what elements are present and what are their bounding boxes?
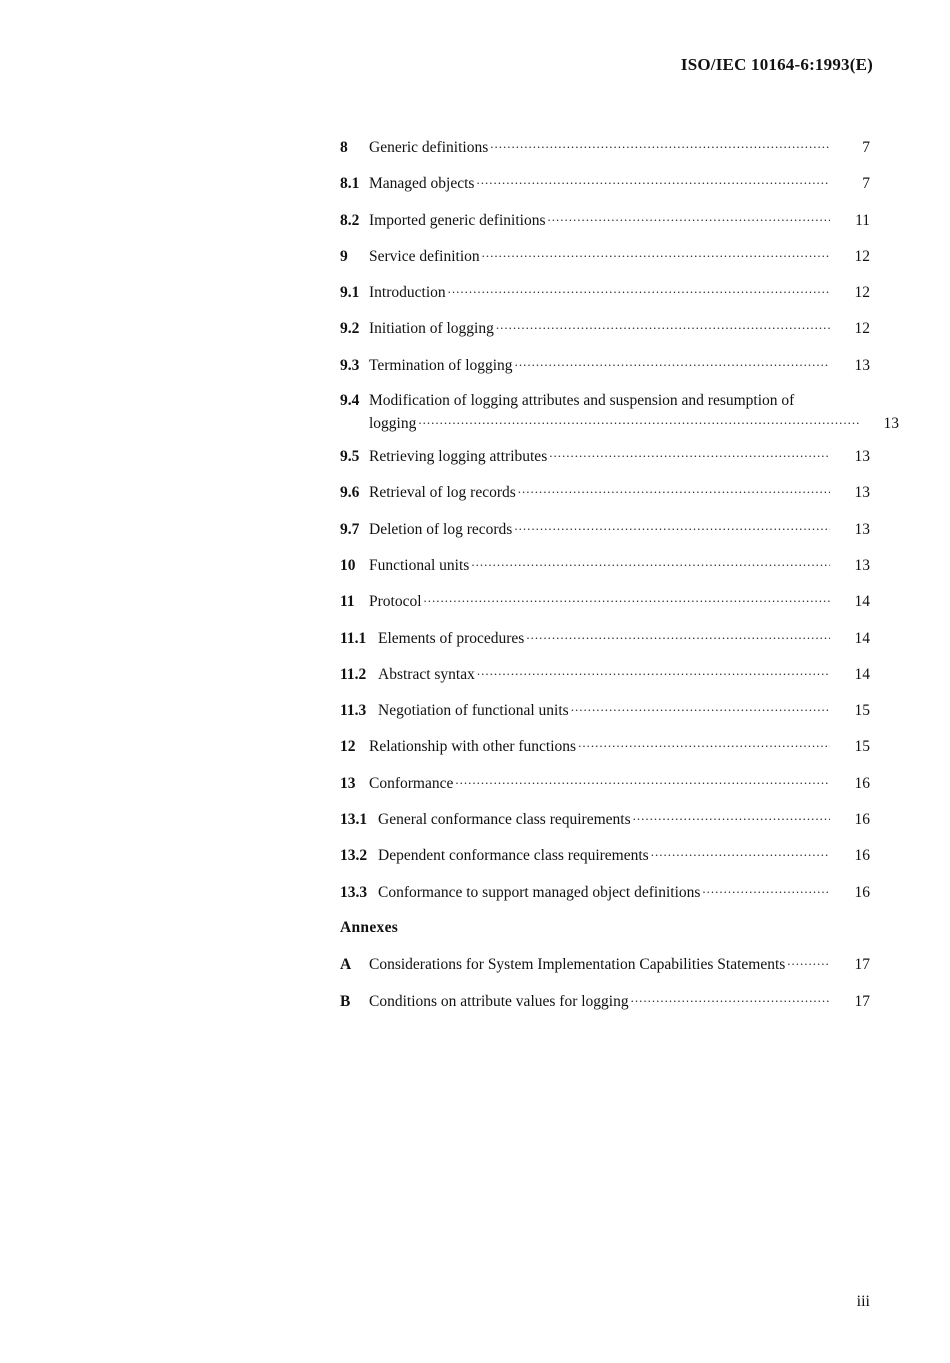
toc-entry-title: General conformance class requirements: [378, 811, 631, 829]
leader-dots: [526, 627, 830, 643]
leader-dots: [482, 245, 830, 261]
leader-dots: [448, 281, 830, 297]
toc-annex-a[interactable]: [340, 953, 870, 989]
leader-dots: [471, 554, 830, 570]
toc-entry-number: 9: [340, 247, 348, 265]
toc-entry-number: 13: [340, 774, 356, 792]
toc-entry-11-3[interactable]: [340, 699, 870, 735]
toc-entry-number: 8: [340, 139, 348, 156]
toc-annex-page: 17: [854, 956, 870, 974]
toc-entry-8-1[interactable]: [340, 172, 870, 208]
toc-entry-title: Generic definitions: [369, 139, 489, 156]
leader-dots: [455, 772, 830, 788]
toc-entry-number: 11.2: [340, 665, 367, 683]
toc-entry-10[interactable]: [340, 554, 870, 590]
toc-entry-number: 11: [340, 593, 355, 611]
toc-entry-number: 13.3: [340, 883, 368, 901]
toc-annex-b[interactable]: [340, 990, 870, 1026]
toc-entry-number: 9.1: [340, 284, 360, 302]
toc-entry-11-1[interactable]: [340, 627, 870, 663]
toc-annex-letter: B: [340, 992, 351, 1010]
toc-entry-page: 14: [854, 629, 870, 647]
toc-entry-number: 9.4: [340, 392, 360, 410]
toc-entry-title: Managed objects: [369, 175, 475, 193]
toc-entry-title: Introduction: [369, 284, 446, 302]
leader-dots: [518, 481, 830, 497]
leader-dots: [476, 172, 830, 188]
leader-dots: [578, 735, 830, 751]
toc-entry-page: 13: [854, 556, 870, 574]
toc-entry-title: Conformance to support managed object definitions: [378, 883, 701, 901]
toc-entry-number: 13.2: [340, 847, 368, 865]
toc-entry-9-1[interactable]: [340, 281, 870, 317]
toc-entry-page: 15: [854, 702, 870, 720]
toc-entry-title: Imported generic definitions: [369, 211, 546, 229]
toc-entry-title: Negotiation of functional units: [378, 702, 569, 720]
toc-entry-8[interactable]: [340, 136, 870, 172]
leader-dots: [549, 445, 830, 461]
toc-entry-title: Conformance: [369, 774, 454, 792]
toc-entry-page: 12: [854, 284, 870, 302]
annexes-heading: Annexes: [340, 918, 399, 936]
toc-entry-title: Relationship with other functions: [369, 738, 577, 756]
toc-entry-title: Initiation of logging: [369, 320, 494, 338]
leader-dots: [787, 953, 830, 969]
leader-dots: [418, 412, 859, 428]
leader-dots: [424, 590, 830, 606]
toc-entry-13-3[interactable]: [340, 881, 870, 917]
toc-entry-page: 7: [862, 175, 870, 193]
toc-entry-title: Elements of procedures: [378, 629, 525, 647]
leader-dots: [514, 518, 830, 534]
toc-entry-number: 9.6: [340, 484, 360, 502]
toc-entry-number: 8.2: [340, 211, 360, 229]
toc-entry-title: Service definition: [369, 247, 480, 265]
leader-dots: [633, 808, 830, 824]
toc-entry-page: 14: [854, 593, 870, 611]
toc-annex-letter: A: [340, 956, 352, 974]
toc-entry-title: Retrieval of log records: [369, 484, 516, 502]
toc-entry-number: 10: [340, 556, 356, 574]
toc-entry-number: 12: [340, 738, 356, 756]
leader-dots: [702, 881, 830, 897]
toc-entry-11[interactable]: [340, 590, 870, 626]
toc-entry-number: 13.1: [340, 811, 368, 829]
leader-dots: [631, 990, 830, 1006]
toc-annex-title: Conditions on attribute values for logging: [369, 992, 629, 1010]
toc-entry-page: 12: [854, 247, 870, 265]
toc-entry-title: Abstract syntax: [378, 665, 475, 683]
document-identifier: ISO/IEC 10164-6:1993(E): [680, 55, 873, 74]
toc-entry-page: 11: [855, 211, 870, 229]
toc-entry-number: 9.5: [340, 448, 360, 466]
toc-entry-9[interactable]: [340, 245, 870, 281]
toc-entry-page: 16: [854, 774, 870, 792]
toc-entry-number: 9.7: [340, 520, 360, 538]
leader-dots: [477, 663, 830, 679]
toc-entry-13[interactable]: [340, 772, 870, 808]
toc-entry-page: 16: [854, 811, 870, 829]
toc-entry-title: Retrieving logging attributes: [369, 448, 548, 466]
toc-entry-13-1[interactable]: [340, 808, 870, 844]
leader-dots: [547, 209, 830, 225]
toc-entry-page: 13: [854, 448, 870, 466]
toc-entry-number: 11.3: [340, 702, 367, 720]
toc-entry-9-6[interactable]: [340, 481, 870, 517]
page-number: iii: [856, 1293, 870, 1310]
toc-entry-title-line2: logging: [369, 415, 417, 433]
table-of-contents: [340, 136, 899, 1026]
toc-entry-page: 7: [862, 139, 870, 156]
toc-entry-8-2[interactable]: [340, 209, 870, 245]
leader-dots: [571, 699, 830, 715]
toc-entry-13-2[interactable]: [340, 844, 870, 880]
toc-entry-9-2[interactable]: [340, 317, 870, 353]
toc-annex-page: 17: [854, 992, 870, 1010]
leader-dots: [496, 317, 830, 333]
toc-entry-9-4[interactable]: [340, 390, 899, 445]
toc-annex-title: Considerations for System Implementation Capabilities Statements: [369, 956, 786, 974]
toc-entry-9-5[interactable]: [340, 445, 870, 481]
toc-entry-page: 12: [854, 320, 870, 338]
toc-entry-number: 9.2: [340, 320, 360, 338]
toc-entry-page: 15: [854, 738, 870, 756]
toc-entry-page: 14: [854, 665, 870, 683]
toc-entry-number: 9.3: [340, 356, 360, 374]
toc-entry-page: 13: [854, 356, 870, 374]
toc-entry-title: Protocol: [369, 593, 422, 611]
toc-entry-9-3[interactable]: [340, 354, 870, 390]
leader-dots: [490, 136, 830, 152]
toc-entry-9-7[interactable]: [340, 518, 870, 554]
toc-entry-page: 13: [883, 415, 899, 433]
toc-entry-11-2[interactable]: [340, 663, 870, 699]
toc-entry-page: 16: [854, 883, 870, 901]
toc-entry-title: Dependent conformance class requirements: [378, 847, 649, 865]
leader-dots: [515, 354, 830, 370]
toc-entry-number: 8.1: [340, 175, 360, 193]
toc-entry-page: 13: [854, 520, 870, 538]
toc-entry-title-line1: Modification of logging attributes and suspension and resumption of: [369, 392, 795, 410]
toc-entry-title: Deletion of log records: [369, 520, 513, 538]
leader-dots: [651, 844, 830, 860]
toc-entry-number: 11.1: [340, 629, 367, 647]
toc-entry-title: Functional units: [369, 556, 470, 574]
toc-entry-12[interactable]: [340, 735, 870, 771]
toc-entry-page: 16: [854, 847, 870, 865]
toc-entry-title: Termination of logging: [369, 356, 513, 374]
toc-entry-page: 13: [854, 484, 870, 502]
